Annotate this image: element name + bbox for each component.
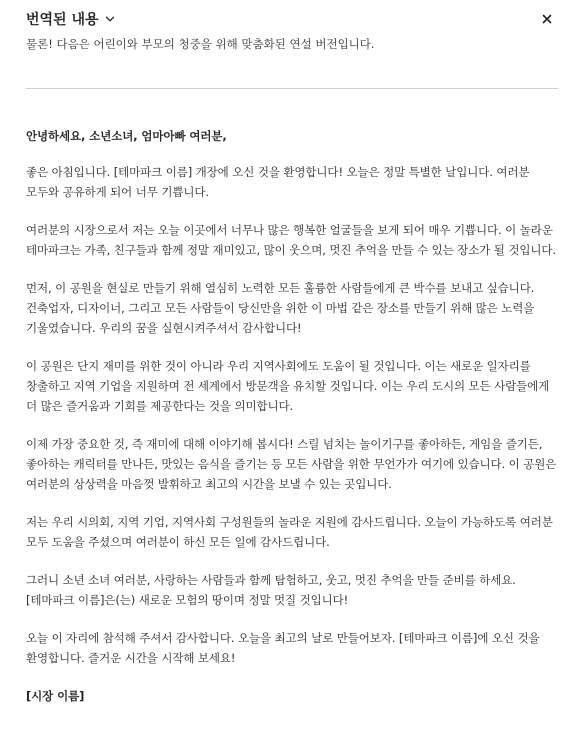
speech-paragraph: 이 공원은 단지 재미를 위한 것이 아니라 우리 지역사회에도 도움이 될 것입니다. 이는 새로운 일자리를 창출하고 지역 기업을 지원하며 전 세계에서 방문객을 유치할 것입니다. 이는 우리 도시의 모든 사람들에게 더 많은 즐거움과 기회를 제공한다는 것을 의미합니다. [26, 359, 550, 413]
panel-header [26, 8, 558, 30]
speech-greeting: 안녕하세요, 소년소녀, 엄마아빠 여러분, [26, 129, 227, 143]
speech-paragraph: 오늘 이 자리에 참석해 주셔서 감사합니다. 오늘을 최고의 날로 만들어보자. [테마파크 이름]에 오신 것을 환영합니다. 즐거운 시간을 시작해 보세요! [26, 631, 540, 665]
panel-title: 번역된 내용 [26, 12, 99, 28]
speech-content [26, 126, 558, 724]
divider [26, 88, 558, 89]
close-button[interactable] [536, 8, 558, 30]
speech-paragraph: 이제 가장 중요한 것, 즉 재미에 대해 이야기해 봅시다! 스릴 넘치는 놀이기구를 좋아하든, 게임을 즐기든, 좋아하는 캐릭터를 만나든, 맛있는 음식을 즐기는 등 모든 사람을 위한 무언가가 여기에 있습니다. 이 공원은 여러분의 상상력을 마음껏 발휘하고 최고의 시간을 보낼 수 있는 곳입니다. [26, 437, 557, 491]
speech-paragraph: 좋은 아침입니다. [테마파크 이름] 개장에 오신 것을 환영합니다! 오늘은 정말 특별한 날입니다. 여러분 모두와 공유하게 되어 너무 기쁩니다. [26, 165, 530, 199]
intro-text: 물론! 다음은 어린이와 부모의 청중을 위해 맞춤화된 연설 버전입니다. [26, 37, 375, 51]
chevron-down-icon [104, 13, 116, 25]
speech-paragraph: 여러분의 시장으로서 저는 오늘 이곳에서 너무나 많은 행복한 얼굴들을 보게 되어 매우 기쁩니다. 이 놀라운 테마파크는 가족, 친구들과 함께 정말 재미있고, 많이 웃으며, 멋진 추억을 만들 수 있는 장소가 될 것입니다. [26, 223, 556, 257]
speech-paragraph: 먼저, 이 공원을 현실로 만들기 위해 열심히 노력한 모든 훌륭한 사람들에게 큰 박수를 보내고 싶습니다. 건축업자, 디자이너, 그리고 모든 사람들이 당신만을 위한 이 마법 같은 장소를 만들기 위해 많은 노력을 기울였습니다. 우리의 꿈을 실현시켜주셔서 감사합니다! [26, 281, 535, 335]
speech-paragraph: 그러니 소년 소녀 여러분, 사랑하는 사람들과 함께 탐험하고, 웃고, 멋진 추억을 만들 준비를 하세요. [테마파크 이름]은(는) 새로운 모험의 땅이며 정말 멋질 것입니다! [26, 573, 516, 607]
speech-signature: [시장 이름] [26, 689, 85, 703]
close-icon [542, 14, 552, 24]
translated-content-toggle[interactable] [26, 9, 116, 29]
speech-paragraph: 저는 우리 시의회, 지역 기업, 지역사회 구성원들의 놀라운 지원에 감사드립니다. 오늘이 가능하도록 여러분 모두 도움을 주셨으며 여러분이 하신 모든 일에 감사드립니다. [26, 515, 553, 549]
